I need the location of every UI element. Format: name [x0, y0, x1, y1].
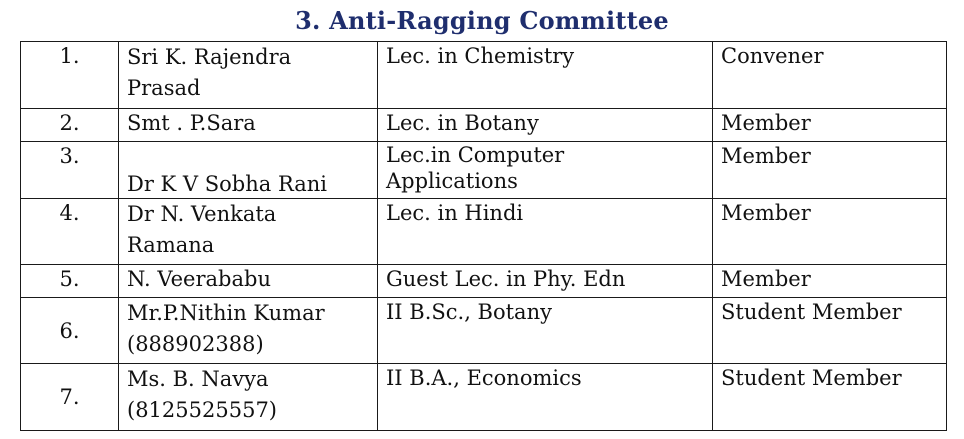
member-designation	[378, 364, 713, 431]
table-row	[21, 42, 947, 109]
member-designation-line: II B.A., Economics	[386, 366, 582, 390]
member-role: Student Member	[713, 298, 947, 364]
member-designation-line: Lec. in Chemistry	[386, 44, 575, 68]
table-row	[21, 109, 947, 142]
member-name	[119, 42, 378, 109]
serial-number: 2.	[21, 109, 119, 142]
member-name-line: Dr N. Venkata	[127, 202, 277, 226]
member-name-line: Ramana	[127, 233, 215, 257]
member-designation	[378, 265, 713, 298]
table-row	[21, 298, 947, 364]
member-designation-line: II B.Sc., Botany	[386, 300, 552, 324]
member-designation-line: Lec.in Computer	[386, 143, 565, 167]
member-role: Student Member	[713, 364, 947, 431]
member-role: Member	[713, 265, 947, 298]
member-role: Member	[713, 109, 947, 142]
member-designation	[378, 298, 713, 364]
serial-number: 1.	[21, 42, 119, 109]
member-designation-line: Guest Lec. in Phy. Edn	[386, 267, 626, 291]
member-designation	[378, 109, 713, 142]
member-designation	[378, 42, 713, 109]
member-name	[119, 265, 378, 298]
table-row	[21, 199, 947, 265]
member-name-line: Dr K V Sobha Rani	[127, 172, 328, 196]
member-designation-line: Lec. in Botany	[386, 111, 539, 135]
member-role: Convener	[713, 42, 947, 109]
page-title: 3. Anti-Ragging Committee	[295, 6, 669, 35]
member-designation-line: Applications	[386, 169, 518, 193]
serial-number: 4.	[21, 199, 119, 265]
serial-number: 7.	[21, 364, 119, 431]
member-name-line: Prasad	[127, 76, 201, 100]
member-designation-line: Lec. in Hindi	[386, 201, 524, 225]
member-name-line: (8125525557)	[127, 398, 277, 422]
member-name-line: Ms. B. Navya	[127, 367, 269, 391]
table-row	[21, 364, 947, 431]
member-name-line: N. Veerababu	[127, 267, 271, 291]
member-name-line: Smt . P.Sara	[127, 111, 256, 135]
serial-number: 3.	[21, 142, 119, 199]
serial-number: 5.	[21, 265, 119, 298]
table-row	[21, 142, 947, 199]
member-name	[119, 109, 378, 142]
member-name-line: (888902388)	[127, 332, 264, 356]
member-name	[119, 142, 378, 199]
member-name	[119, 298, 378, 364]
member-name-line: Sri K. Rajendra	[127, 45, 292, 69]
member-designation	[378, 142, 713, 199]
member-role: Member	[713, 142, 947, 199]
serial-number: 6.	[21, 298, 119, 364]
member-name	[119, 199, 378, 265]
table-row	[21, 265, 947, 298]
member-designation	[378, 199, 713, 265]
member-name-line: Mr.P.Nithin Kumar	[127, 301, 325, 325]
member-role: Member	[713, 199, 947, 265]
committee-table	[20, 41, 947, 431]
member-name	[119, 364, 378, 431]
